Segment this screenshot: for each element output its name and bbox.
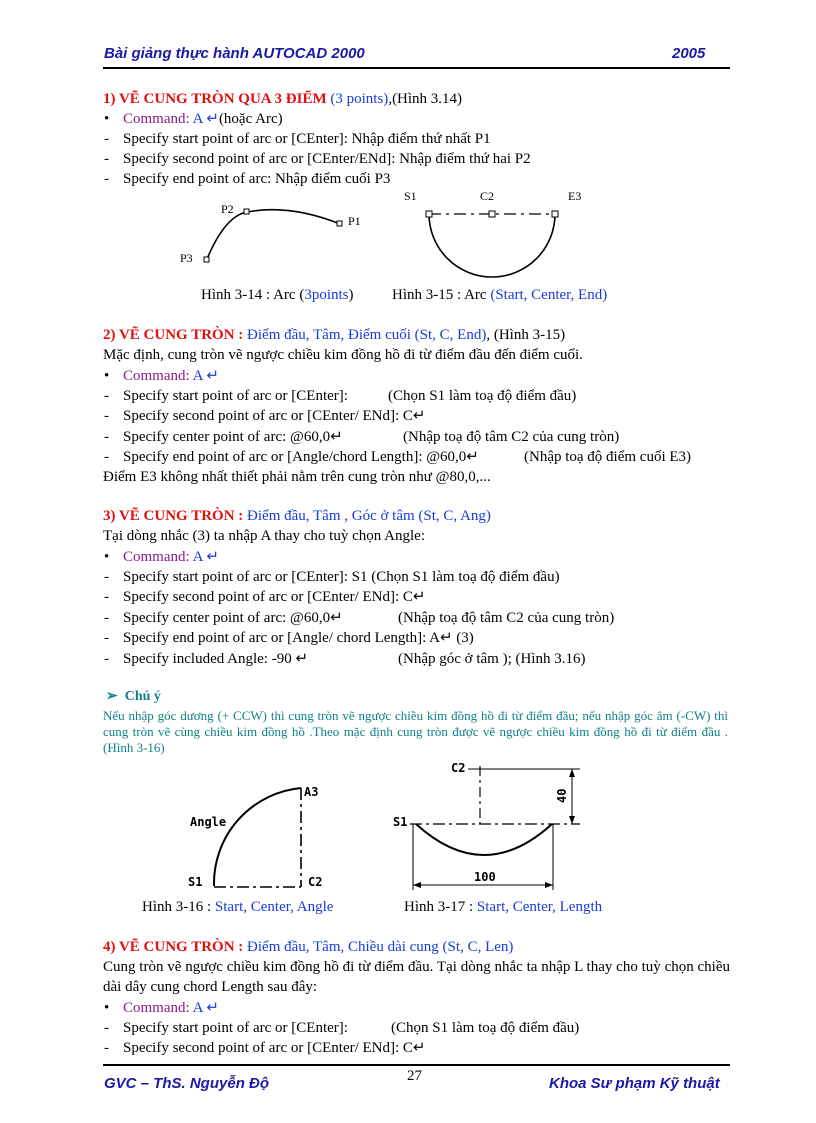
label-s1-b: S1 <box>393 815 408 829</box>
footer-rule <box>103 1064 730 1066</box>
label-c2-b: C2 <box>451 761 466 775</box>
section-2-heading: 2) VẼ CUNG TRÒN : Điểm đầu, Tâm, Điểm cuối (St, C, End), (Hình 3-15) <box>103 327 566 343</box>
footer-department: Khoa Sư phạm Kỹ thuật <box>549 1075 720 1092</box>
arrow-icon: ➢ <box>106 689 118 704</box>
section-2-line-4: Specify end point of arc or [Angle/chord Length]: @60,0↵ <box>123 449 479 465</box>
section-1-line-2: Specify second point of arc or [CEnter/ENd]: Nhập điểm thứ hai P2 <box>123 151 531 167</box>
dim-100-text: 100 <box>474 870 496 884</box>
section-4-line-1: Specify start point of arc or [CEnter]: <box>123 1020 348 1036</box>
caption-3-15: Hình 3-15 : Arc (Start, Center, End) <box>392 287 608 303</box>
section-2-line-2: Specify second point of arc or [CEnter/ ENd]: C↵ <box>123 408 426 424</box>
section-3-line-5: Specify included Angle: -90 ↵ <box>123 651 309 667</box>
section-1-line-1: Specify start point of arc or [CEnter]: Nhập điểm thứ nhất P1 <box>123 131 491 147</box>
point-p1-marker <box>337 221 342 226</box>
label-angle: Angle <box>190 815 227 829</box>
label-p2: P2 <box>221 202 234 216</box>
section-4-heading: 4) VẼ CUNG TRÒN : Điểm đầu, Tâm, Chiều dài cung (St, C, Len) <box>103 939 514 955</box>
section-2-command: Command: A ↵ <box>123 368 219 384</box>
label-p1: P1 <box>348 214 361 228</box>
label-c2: C2 <box>308 875 323 889</box>
label-s1: S1 <box>188 875 203 889</box>
dim-40-text: 40 <box>555 788 569 803</box>
section-2-line-1: Specify start point of arc or [CEnter]: <box>123 388 348 404</box>
point-p2-marker <box>244 209 249 214</box>
point-e3-marker <box>552 211 558 217</box>
header-rule <box>103 67 730 69</box>
arc-length <box>416 824 552 855</box>
section-2-intro: Mặc định, cung tròn vẽ ngược chiều kim đồng hồ đi từ điểm đầu đến điểm cuối. <box>103 347 583 363</box>
header-year: 2005 <box>672 45 706 62</box>
point-c2-marker <box>489 211 495 217</box>
section-3-line-3: Specify center point of arc: @60,0↵ <box>123 610 343 626</box>
section-3-heading: 3) VẼ CUNG TRÒN : Điểm đầu, Tâm , Góc ở tâm (St, C, Ang) <box>103 508 491 524</box>
label-e3: E3 <box>568 189 582 203</box>
section-2-line-3: Specify center point of arc: @60,0↵ <box>123 429 343 445</box>
label-c2: C2 <box>480 189 495 203</box>
header-title: Bài giảng thực hành AUTOCAD 2000 <box>104 45 365 62</box>
label-a3: A3 <box>304 785 319 799</box>
section-3-intro: Tại dòng nhắc (3) ta nhập A thay cho tuỳ chọn Angle: <box>103 528 426 544</box>
arc-3points <box>207 210 340 259</box>
note-heading: ➢ Chú ý <box>106 689 161 704</box>
caption-3-14: Hình 3-14 : Arc (3points) <box>201 287 354 303</box>
section-3-command: Command: A ↵ <box>123 549 219 565</box>
section-1-heading: 1) VẼ CUNG TRÒN QUA 3 ĐIỂM (3 points),(Hình 3.14) <box>103 91 463 107</box>
page-number: 27 <box>407 1068 422 1084</box>
caption-3-16: Hình 3-16 : Start, Center, Angle <box>142 899 334 915</box>
arc-start-center-end <box>429 214 555 277</box>
footer-author: GVC – ThS. Nguyễn Độ <box>104 1075 270 1092</box>
label-s1: S1 <box>404 189 417 203</box>
figure-angle-length <box>180 756 600 896</box>
note-text: Nếu nhập góc dương (+ CCW) thì cung tròn vẽ ngược chiều kim đồng hồ đi từ điểm đầu; nếu nhập góc âm (-CW) thì cung tròn vẽ cùng chiều kim đồng hồ .Theo mặc định cung tròn được vẽ ngược chiều kim đồng hồ đi từ điểm đầu . (Hình 3-16) <box>103 708 728 755</box>
section-4-command: Command: A ↵ <box>123 1000 219 1016</box>
section-3-line-2: Specify second point of arc or [CEnter/ ENd]: C↵ <box>123 589 426 605</box>
caption-3-17: Hình 3-17 : Start, Center, Length <box>404 899 603 915</box>
arc-angle <box>214 788 301 886</box>
section-2-tail: Điểm E3 không nhất thiết phải nằm trên cung tròn như @80,0,... <box>103 469 491 485</box>
section-3-line-4: Specify end point of arc or [Angle/ chord Length]: A↵ (3) <box>123 630 474 646</box>
point-p3-marker <box>204 257 209 262</box>
section-3-line-1: Specify start point of arc or [CEnter]: S1 (Chọn S1 làm toạ độ điểm đầu) <box>123 569 560 585</box>
section-1-command: Command: A ↵(hoặc Arc) <box>123 111 283 127</box>
section-1-line-3: Specify end point of arc: Nhập điểm cuối P3 <box>123 171 391 187</box>
section-4-intro: Cung tròn vẽ ngược chiều kim đồng hồ đi từ điểm đầu. Tại dòng nhắc ta nhập L thay cho tuỳ chọn chiều dài dây cung chord Length sau đây: <box>103 959 730 995</box>
bullet: • <box>104 111 110 127</box>
label-p3: P3 <box>180 251 193 265</box>
figure-arc-diagrams <box>170 186 610 286</box>
section-4-line-2: Specify second point of arc or [CEnter/ ENd]: C↵ <box>123 1040 426 1056</box>
point-s1-marker <box>426 211 432 217</box>
